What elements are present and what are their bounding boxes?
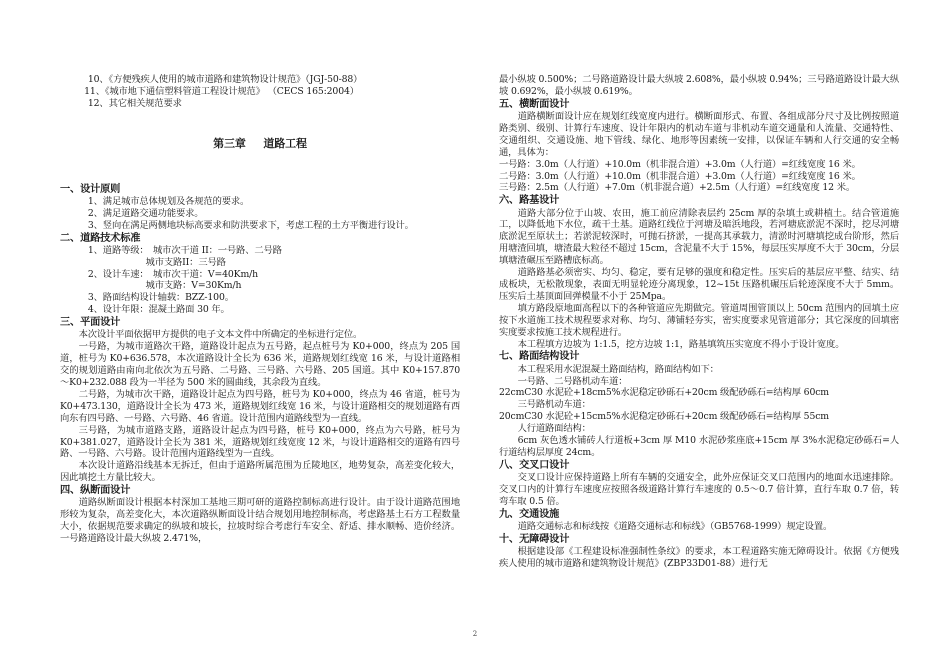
structure-line: 三号路机动车道： [517,399,591,411]
paragraph: 道路交通标志和标线按《道路交通标志和标线》（GB5768-1999）规定设置。 [517,521,833,533]
paragraph: 道路横断面设计应在规划红线宽度内进行。横断面形式、布置、各组成部分尺寸及比例按照道路类别、级别、计算行车速度、设计年限内的机动车道与非机动车道交通量和人流量、交通特性、交通组织、交通设施、地下管线、绿化、地形等因素统一安排，以保证车辆和人行交通的安全畅通，具体为： [499,111,899,158]
reference-item: 12、其它相关规范要求 [87,97,182,109]
section-heading: 八、交叉口设计 [499,459,570,471]
paragraph: 二号路，为城市次干路，道路设计起点为四号路，桩号为 K0+000，终点为 46 省道，桩号为 K0+473.130，道路设计全长为 473 米，道路规划红线宽 16 米，与设计道路相交的规划道路有西向东有四号路、一号路、六号路、46 省道。设计范围内道路线型为一直线。 [60,388,460,424]
paragraph: 本工程填方边坡为 1:1.5，挖方边坡 1:1，路基填筑压实宽度不得小于设计宽度。 [517,338,845,350]
section-heading: 九、交通设施 [499,508,560,520]
paragraph: 本工程采用水泥混凝土路面结构，路面结构如下： [517,363,719,375]
section-heading: 十、无障碍设计 [499,533,570,545]
page-number: 2 [472,630,478,638]
structure-line: 人行道路面结构： [517,423,591,435]
spec-line: 3、路面结构设计轴载：BZZ-100。 [87,292,234,304]
structure-line: 20cmC30 水泥砼+15cm5%水泥稳定砂砾石+20cm 级配砂砾石=结构厚 55cm [499,411,829,423]
paragraph: 交叉口设计应保持道路上所有车辆的交通安全，此外应保证交叉口范围内的地面水迅速排除。交叉口内的计算行车速度应按照各级道路计算行车速度的 0.5～0.7 倍计算，直行车取 0.7 倍，转弯车取 0.5 倍。 [499,472,899,507]
list-item: 3、竖向在满足两侧地块标高要求和防洪要求下，考虑工程的土方平衡进行设计。 [87,219,414,231]
section-heading: 一、设计原则 [60,183,121,195]
paragraph: 道路路基必须密实、均匀、稳定，要有足够的强度和稳定性。压实后的基层应平整、结实、结成板块，无松散现象，表面无明显轮迹分离现象，12~15t 压路机碾压后轮迹深度不大于 5mm。压实后土基顶面回弹模量不小于 25Mpa。 [499,267,899,302]
paragraph: 三号路，为城市道路支路，道路设计起点为四号路，桩号 K0+000，终点为六号路，桩号为 K0+381.027，道路设计全长为 381 米，道路规划红线宽度 12 米，与设计道路相交的道路有四号路、一号路、六号路。设计范围内道路线型为一直线。 [60,424,460,460]
cross-section-line: 三号路：2.5m（人行道）+7.0m（机非混合道）+2.5m（人行道）=红线宽度 12 米。 [499,182,856,194]
paragraph: 最小纵坡 0.500%；二号路道路设计最大纵坡 2.608%，最小纵坡 0.94%；三号路道路设计最大纵坡 0.692%，最小纵坡 0.619%。 [499,74,899,97]
section-heading: 六、路基设计 [499,195,560,207]
spec-line: 城市支路：V=30Km/h [145,280,242,292]
section-heading: 三、平面设计 [60,317,121,329]
paragraph: 本次设计道路沿线基本无拆迁，但由于道路所属范围为丘陵地区，地势复杂，高差变化较大，因此填挖土方量比较大。 [60,460,460,484]
spec-line: 4、设计年限：混凝土路面 30 年。 [87,304,230,316]
spec-line: 2、设计车速： 城市次干道：V=40Km/h [87,268,258,280]
cross-section-line: 二号路：3.0m（人行道）+10.0m（机非混合道）+3.0m（人行道）=红线宽度 16 米。 [499,170,861,182]
section-heading: 二、道路技术标准 [60,232,141,244]
paragraph: 填方路段原地面高程以下的各种管道应先期做完。管道周围管顶以上 50cm 范围内的回填土应按下水道施工技术规程要求对称、均匀、薄铺轻夯实，密实度要求见管道部分；其它深度的回填密实度要求按施工技术规程进行。 [499,302,899,338]
paragraph: 本次设计平面依据甲方提供的电子文本文件中所确定的坐标进行定位。 [78,329,363,341]
structure-line: 22cmC30 水泥砼+18cm5%水泥稳定砂砾石+20cm 级配砂砾石=结构厚 60cm [499,387,829,399]
paragraph: 道路大部分位于山坡、农田，施工前应清除表层约 25cm 厚的杂填土或耕植土。结合管道施工，以降低地下水位，疏干土基。道路红线位于河塘及暗浜地段，若河塘底淤泥不深时，挖尽河塘底淤泥至原状土；若淤泥较深时，可抛石挤淤，一提高其承载力，清淤时河塘填挖成台阶形，然后用塘渣回填，塘渣最大粒径不超过 15cm，含泥量不大于 15%，每层压实厚度不大于 30cm，分层填塘渣碾压至路槽底标高。 [499,207,899,267]
list-item: 1、满足城市总体规划及各规范的要求。 [87,195,250,207]
paragraph: 一号路，为城市道路次干路，道路设计起点为五号路，起点桩号为 K0+000，终点为 205 国道，桩号为 K0+636.578，本次道路设计全长为 636 米，道路规划红线宽 16 米，与设计道路相交的规划道路由南向北依次为五号路、二号路、三号路、六号路、205 国道。其中 K0+157.870～K0+232.088 段为一半径为 500 米的圆曲线，其余段为直线。 [60,341,460,389]
section-heading: 五、横断面设计 [499,98,570,110]
left-column [60,74,460,545]
section-heading: 四、纵断面设计 [60,485,131,497]
reference-item: 10、《方便残疾人使用的城市道路和建筑物设计规范》（JGJ-50-88） [87,74,363,85]
cross-section-line: 一号路：3.0m（人行道）+10.0m（机非混合道）+3.0m（人行道）=红线宽度 16 米。 [499,158,861,170]
paragraph: 根据建设部《工程建设标准强制性条纹》的要求，本工程道路实施无障碍设计。依据《方便残疾人使用的城市道路和建筑物设计规范》(ZBP33D01-88）进行无 [499,546,899,570]
structure-line: 一号路、二号路机动车道： [517,375,628,387]
list-item: 2、满足道路交通功能要求。 [87,207,204,219]
reference-item: 11、《城市地下通信塑料管道工程设计规范》 （CECS 165:2004） [84,85,359,97]
spec-line: 1、道路等级： 城市次干道 II：一号路、二号路 [87,244,282,256]
spec-line: 城市支路II：三号路 [145,256,226,268]
right-column [499,74,899,570]
structure-line: 6cm 灰色透水铺砖人行道板+3cm 厚 M10 水泥砂浆座底+15cm 厚 3%水泥稳定砂砾石=人行道结构层厚度 24cm。 [499,435,899,458]
paragraph: 道路纵断面设计根据本村深加工基地三期可研的道路控制标高进行设计。由于设计道路范围地形较为复杂，高差变化大，本次道路纵断面设计结合规划用地控制标高，考虑路基土石方工程数量大小，依据规范要求确定的纵坡和坡长，拉坡时综合考虑行车安全、舒适、排水顺畅、造价经济。一号路道路设计最大纵坡 2.471%， [60,497,460,545]
chapter-title: 第三章 道路工程 [213,136,307,150]
section-heading: 七、路面结构设计 [499,351,580,363]
